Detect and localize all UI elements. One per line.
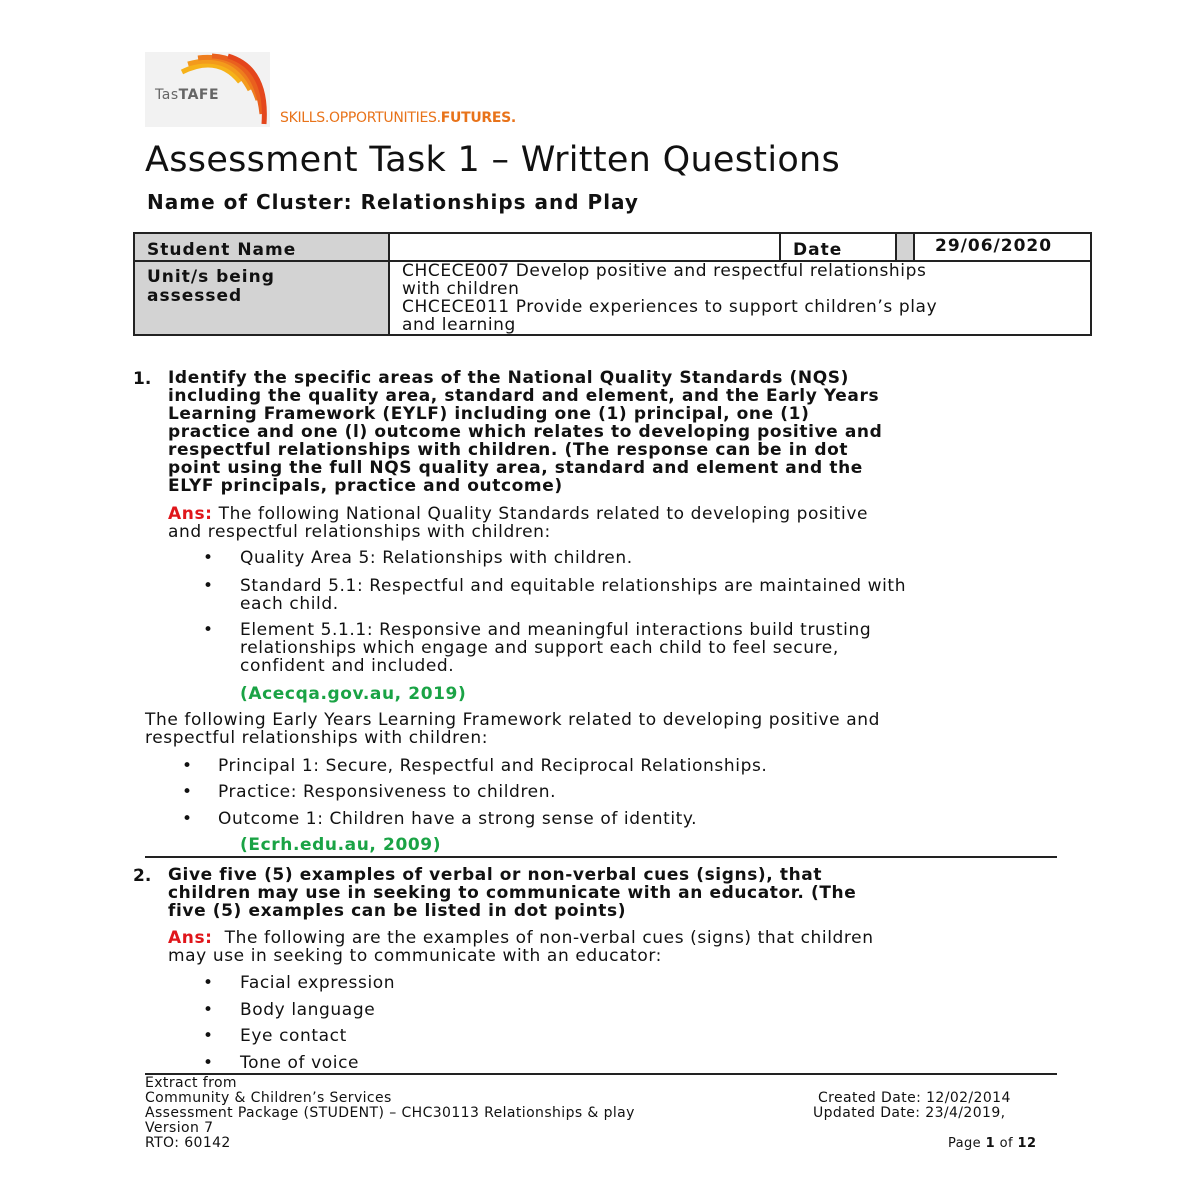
nqs-list-item: • Standard 5.1: Respectful and equitable relationships are maintained with each child. (203, 576, 907, 614)
logo-tagline: SKILLS.OPPORTUNITIES.FUTURES. (280, 110, 516, 126)
footer-left: Extract from Community & Children’s Services Assessment Package (STUDENT) – CHC30113 Relationships & play Version 7 RTO: 60142 (145, 1075, 635, 1151)
date-label: Date (780, 233, 896, 261)
eylf-list-item: • Practice: Responsiveness to children. (182, 782, 557, 802)
student-name-label: Student Name (134, 233, 389, 261)
question-2-text: Give five (5) examples of verbal or non-verbal cues (signs), that children may use in seeking to communicate with an educator. (The five (5) examples can be listed in dot points) (168, 865, 857, 921)
answer-2-intro: Ans: The following are the examples of non-verbal cues (signs) that children may use in seeking to communicate with an educator: (168, 928, 874, 966)
page-number: Page 1 of 12 (948, 1136, 1037, 1151)
nqs-list-item: • Quality Area 5: Relationships with children. (203, 548, 633, 568)
question-1-number: 1. (133, 369, 152, 389)
answer-label: Ans: (168, 928, 213, 948)
logo-wordmark: TasTAFE (155, 87, 220, 103)
cluster-name: Name of Cluster: Relationships and Play (147, 190, 639, 214)
question-2-number: 2. (133, 866, 152, 886)
units-value: CHCECE007 Develop positive and respectful relationships with children CHCECE011 Provide experiences to support children’s play and learning (389, 261, 1091, 335)
eylf-list-item: • Outcome 1: Children have a strong sense of identity. (182, 809, 698, 829)
student-name-field[interactable] (389, 233, 780, 261)
units-label: Unit/s being assessed (134, 261, 389, 335)
date-value: 29/06/2020 (914, 233, 1091, 261)
nqs-list-item: • Element 5.1.1: Responsive and meaningful interactions build trusting relationships which engage and support each child to feel secure, confident and included. (203, 620, 872, 676)
student-info-table (133, 232, 1092, 336)
cue-list-item: • Facial expression (203, 973, 396, 993)
eylf-list-item: • Principal 1: Secure, Respectful and Reciprocal Relationships. (182, 756, 768, 776)
reference-ecrh: (Ecrh.edu.au, 2009) (240, 835, 442, 855)
footer-divider (145, 1073, 1057, 1075)
eylf-intro: The following Early Years Learning Framework related to developing positive and respectful relationships with children: (145, 710, 881, 748)
answer-label: Ans: (168, 504, 213, 524)
cue-list-item: • Eye contact (203, 1026, 347, 1046)
footer-updated-date: Updated Date: 23/4/2019, (813, 1105, 1006, 1121)
page-title: Assessment Task 1 – Written Questions (145, 140, 841, 180)
answer-1-intro: Ans: The following National Quality Standards related to developing positive and respectful relationships with children: (168, 504, 869, 542)
question-1-text: Identify the specific areas of the National Quality Standards (NQS) including the quality area, standard and element, and the Early Years Learning Framework (EYLF) including one (1) principal, one (1) practice and one (l) outcome which relates to developing positive and respectful relationships with children. (The response can be in dot point using the full NQS quality area, standard and element and the ELYF principals, practice and outcome) (168, 368, 883, 496)
section-divider (145, 856, 1057, 858)
date-label-shade (896, 233, 914, 261)
footer-created-date: Created Date: 12/02/2014 (818, 1090, 1011, 1106)
cue-list-item: • Tone of voice (203, 1053, 360, 1073)
reference-acecqa: (Acecqa.gov.au, 2019) (240, 684, 467, 704)
cue-list-item: • Body language (203, 1000, 376, 1020)
